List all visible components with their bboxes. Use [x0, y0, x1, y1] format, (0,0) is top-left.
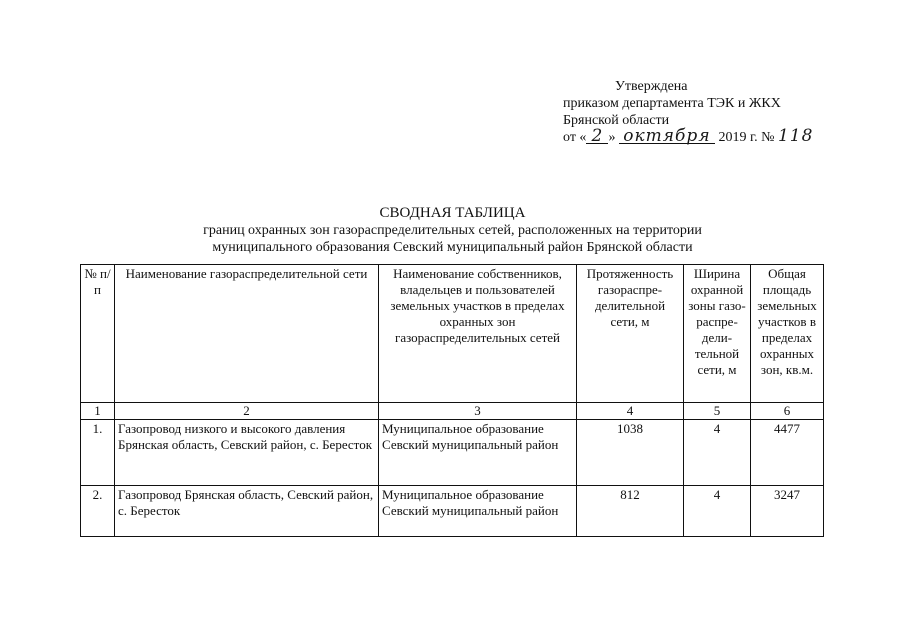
approval-region-text: Брянской области — [563, 113, 670, 128]
handwritten-day: 2 — [586, 129, 608, 144]
row-area: 3247 — [751, 486, 824, 537]
row-network: Газопровод низкого и высокого давления Брянская область, Севский район, с. Бересток — [115, 420, 379, 486]
header-num: № п/п — [81, 265, 115, 403]
table-row — [81, 486, 824, 537]
row-area: 4477 — [751, 420, 824, 486]
approval-date-line — [563, 126, 863, 146]
row-length: 812 — [577, 486, 684, 537]
row-width: 4 — [684, 486, 751, 537]
header-area: Общая площадь земельных участков в пределах охранных зон, кв.м. — [751, 265, 824, 403]
row-width: 4 — [684, 420, 751, 486]
row-number: 1. — [81, 420, 115, 486]
column-number: 5 — [684, 403, 751, 420]
row-length: 1038 — [577, 420, 684, 486]
header-owners: Наименование собственников, владельцев и пользователей земельных участков в пределах охранных зон газораспределительных сетей — [379, 265, 577, 403]
column-number-row — [81, 403, 824, 420]
row-number: 2. — [81, 486, 115, 537]
column-number: 2 — [115, 403, 379, 420]
year-text: 2019 г. № — [718, 130, 775, 145]
handwritten-order-number: 118 — [777, 126, 814, 146]
document-subtitle-line2: муниципального образования Севский муниципальный район Брянской области — [212, 240, 693, 255]
summary-table — [80, 264, 824, 537]
table-row — [81, 420, 824, 486]
document-subtitle-line1: границ охранных зон газораспределительных сетей, расположенных на территории — [203, 223, 702, 238]
row-owner: Муниципальное образование Севский муниципальный район — [379, 486, 577, 537]
column-number: 1 — [81, 403, 115, 420]
header-width: Ширина охранной зоны газо-распре-дели-тельной сети, м — [684, 265, 751, 403]
document-title: СВОДНАЯ ТАБЛИЦА — [379, 205, 526, 221]
approval-block — [563, 78, 863, 146]
approval-order-text: приказом департамента ТЭК и ЖКХ — [563, 96, 781, 111]
table-header-row — [81, 265, 824, 403]
column-number: 3 — [379, 403, 577, 420]
row-owner: Муниципальное образование Севский муниципальный район — [379, 420, 577, 486]
column-number: 6 — [751, 403, 824, 420]
column-number: 4 — [577, 403, 684, 420]
date-quote-close: » — [608, 130, 616, 145]
header-network: Наименование газораспределительной сети — [115, 265, 379, 403]
date-prefix: от « — [563, 130, 587, 145]
row-network: Газопровод Брянская область, Севский район, с. Бересток — [115, 486, 379, 537]
approval-heading: Утверждена — [615, 79, 688, 94]
header-length: Протяженность газораспре-делительной сети, м — [577, 265, 684, 403]
handwritten-month: октября — [619, 129, 715, 144]
